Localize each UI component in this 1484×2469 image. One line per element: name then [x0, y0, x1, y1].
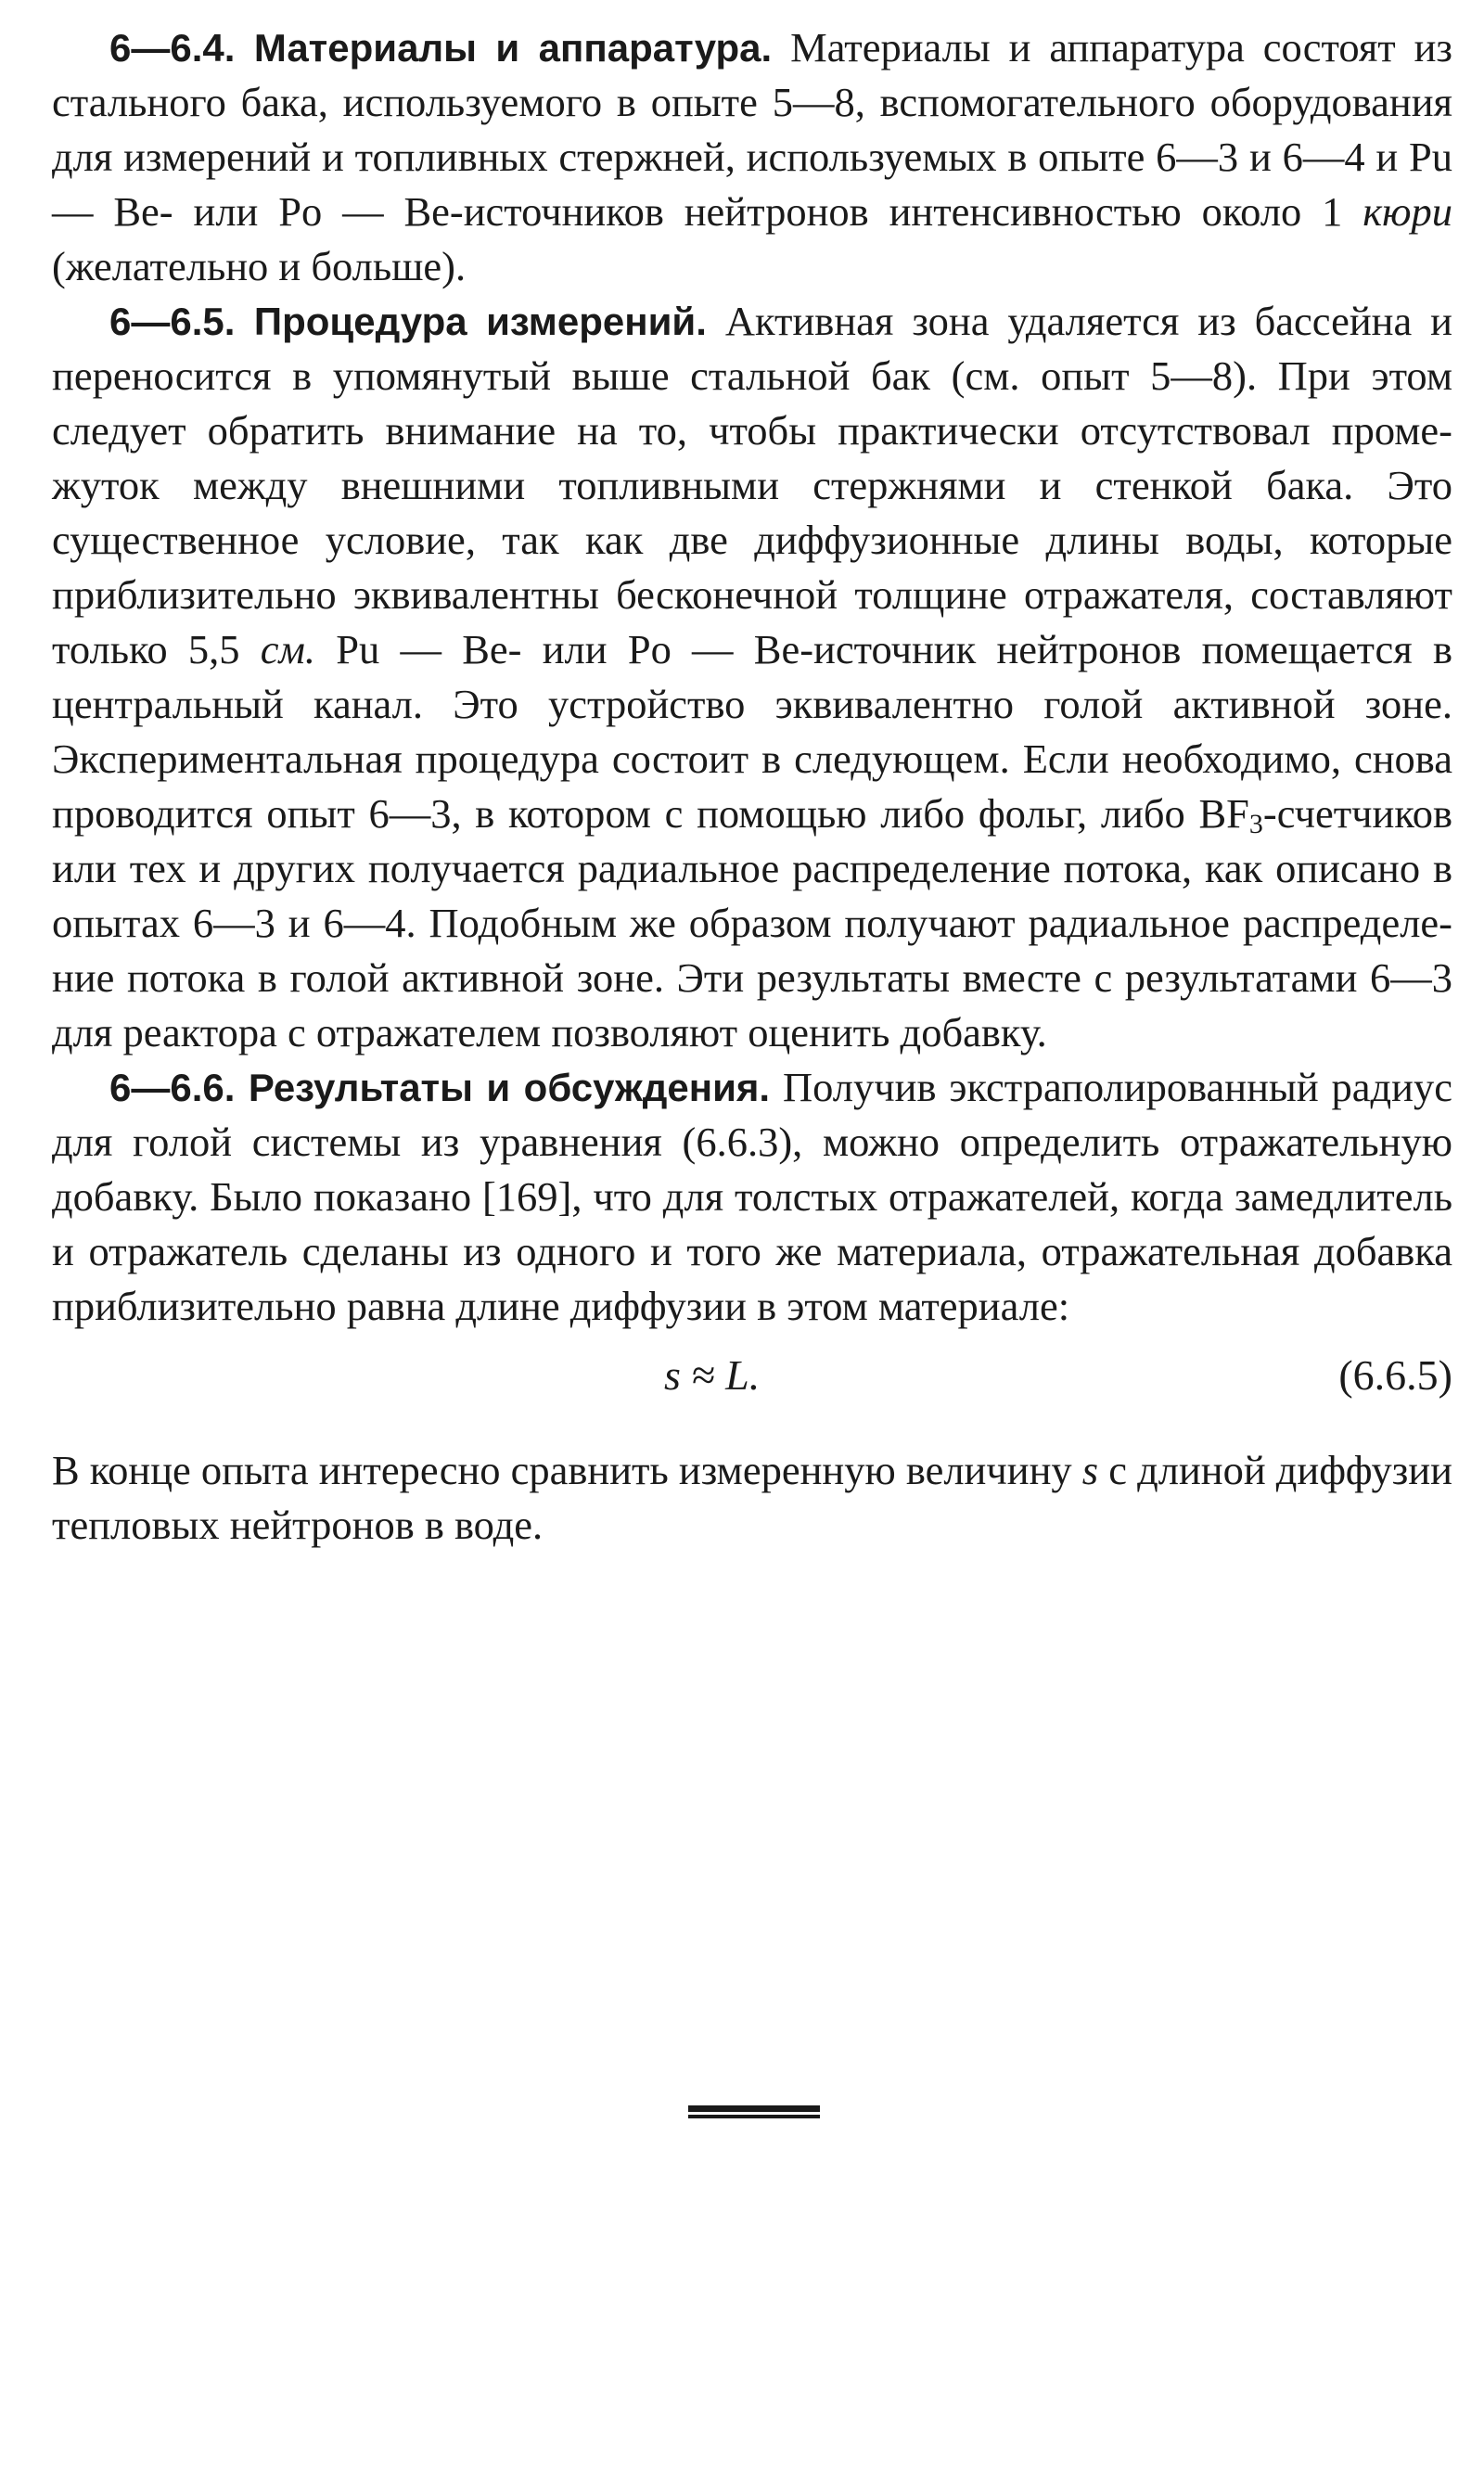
section-6-6-5-text-mid: Pu — Be- или Po — Be-источник нейтронов помещается в центральный канал. Это устройство эквивалентно голой активной зоне. Экспериментальная процедура состоит в следующем. Если необходимо, снова проводится опыт 6—3, в котором с помощью либо фольг, либо BF	[52, 626, 1452, 837]
section-end-rule	[688, 2105, 820, 2118]
section-6-6-4	[52, 20, 1452, 294]
bf3-subscript: 3	[1248, 809, 1263, 839]
equation-expression: s ≈ L.	[664, 1351, 761, 1399]
section-6-6-6	[52, 1060, 1452, 1334]
section-6-6-4-heading: 6—6.4. Материалы и аппаратура.	[109, 26, 773, 70]
page-body	[52, 20, 1452, 1553]
section-6-6-6-heading: 6—6.6. Результаты и обсуждения.	[109, 1066, 771, 1109]
section-6-6-5-text: Активная зона удаляется из бассейна и переносится в упомянутый выше стальной бак (см. опыт 5—8). При этом следует обратить внимание на то, чтобы практически отсутствовал промежуток между внешними топливными стержнями и стенкой бака. Это существенное условие, так как две диффузионные длины воды, которые приблизительно эквивалентны бесконечной толщине отражателя, составляют только 5,5	[52, 298, 1453, 672]
section-6-6-5-text-end: -счетчиков или тех и других получается радиальное распределение потока, как описано в опытах 6—3 и 6—4. Подобным же образом получают радиальное распределение потока в голой активной зоне. Эти результаты вместе с результатами 6—3 для реактора с отражателем позволяют оценить добавку.	[52, 790, 1452, 1055]
unit-cm: см.	[260, 626, 316, 672]
closing-paragraph	[52, 1443, 1452, 1553]
closing-text-start: В конце опыта интересно сравнить измеренную величину	[52, 1447, 1082, 1493]
section-6-6-4-text-end: (желательно и больше).	[52, 243, 467, 289]
section-6-6-4-text: Материалы и аппаратура состоят из стального бака, используемого в опыте 5—8, вспомогательного оборудования для измерений и топливных стержней, используемых в опыте 6—3 и 6—4 и Pu — Be- или Po — Be-источников нейтронов интенсивностью около 1	[52, 24, 1452, 235]
unit-curie: кюри	[1362, 188, 1452, 235]
section-6-6-5-heading: 6—6.5. Процедура измерений.	[109, 300, 707, 343]
variable-s: s	[1081, 1447, 1099, 1493]
closing-text-end: с длиной диффузии тепловых нейтронов в воде.	[52, 1447, 1452, 1548]
section-6-6-6-text: Получив экстраполированный радиус для голой системы из уравнения (6.6.3), можно определить отражательную добавку. Было показано [169], что для толстых отражателей, когда замедлитель и отражатель сделаны из одного и того же материала, отражательная добавка приблизительно равна длине диффузии в этом материале:	[52, 1064, 1452, 1329]
section-6-6-5	[52, 294, 1452, 1060]
equation-number: (6.6.5)	[1338, 1351, 1452, 1399]
equation-6-6-5	[52, 1350, 1452, 1406]
